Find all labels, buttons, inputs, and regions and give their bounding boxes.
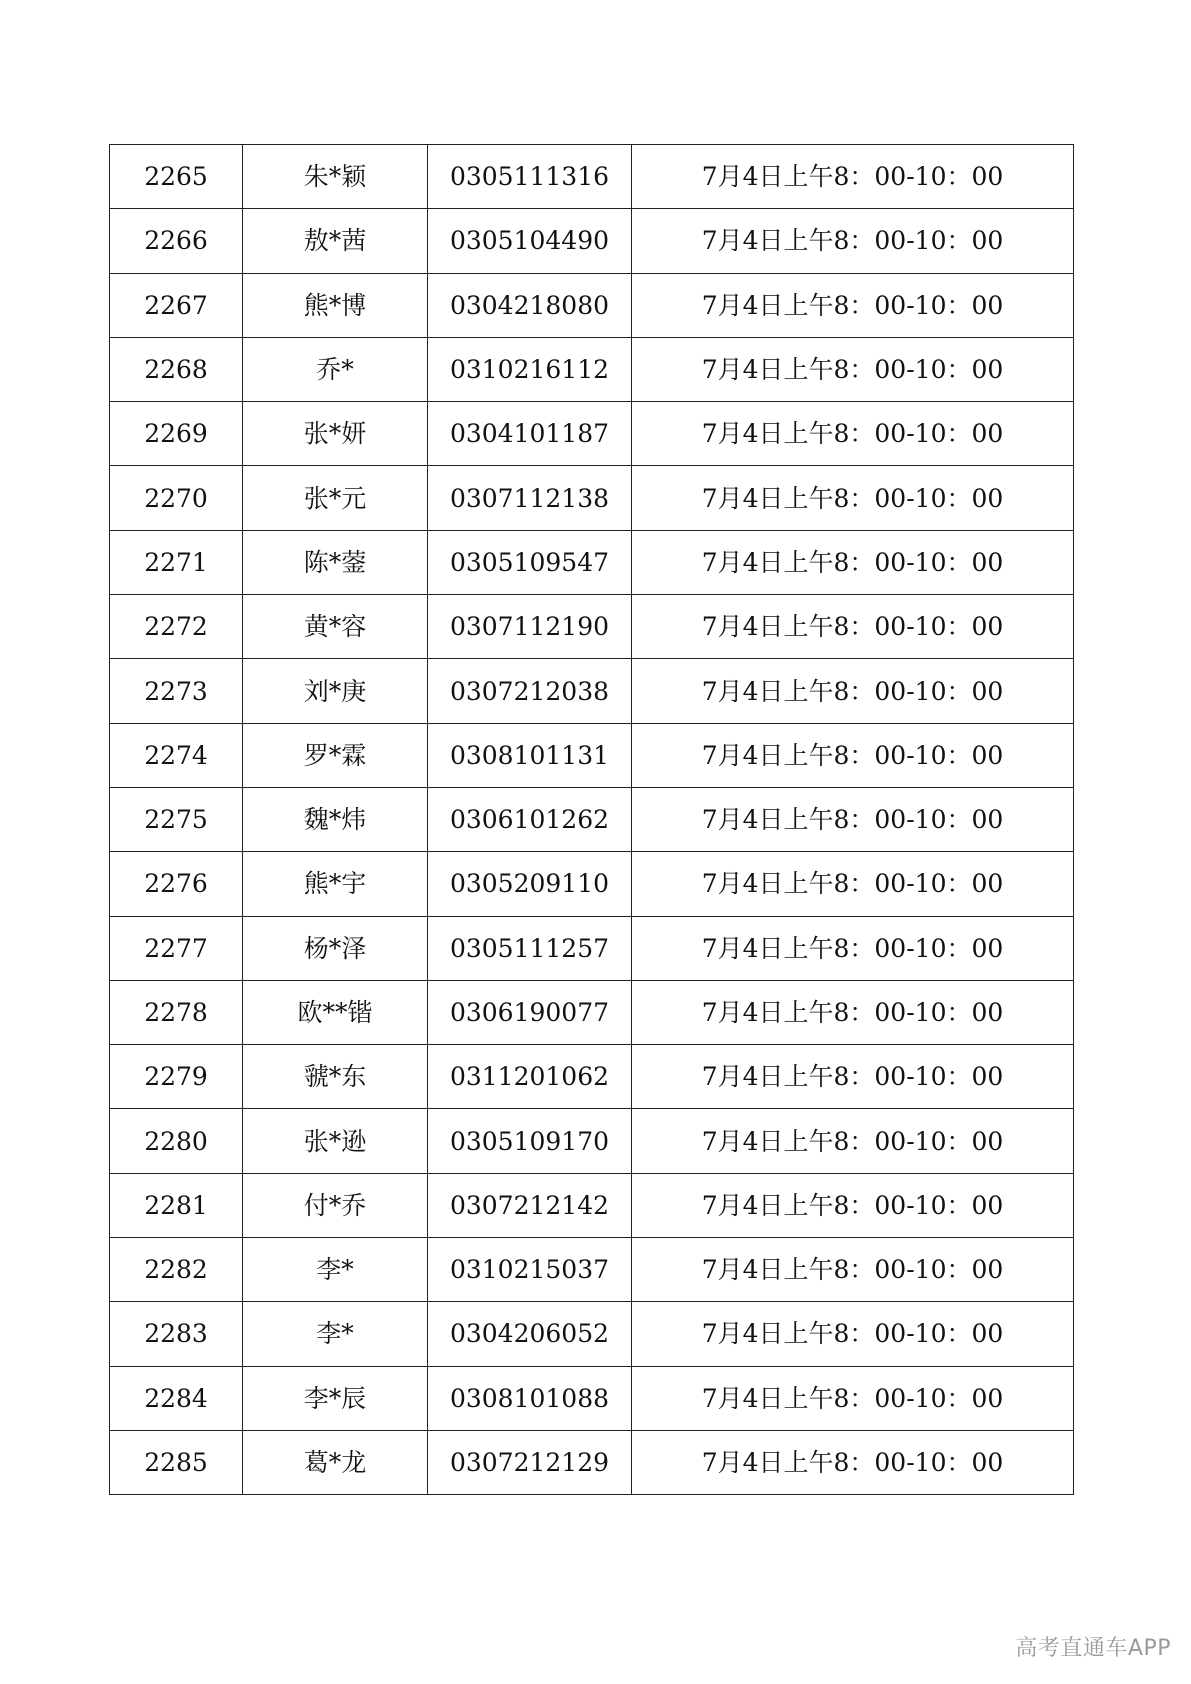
table-row xyxy=(110,273,1074,337)
name-cell: 熊*宇 xyxy=(243,852,428,916)
exam-time-cell: 7月4日上午8：00-10：00 xyxy=(632,1238,1074,1302)
table-row xyxy=(110,337,1074,401)
name-cell: 李* xyxy=(243,1238,428,1302)
exam-time-cell: 7月4日上午8：00-10：00 xyxy=(632,530,1074,594)
table-row xyxy=(110,530,1074,594)
exam-id-cell: 0305104490 xyxy=(428,209,632,273)
row-number-cell: 2278 xyxy=(110,980,243,1044)
table-row xyxy=(110,1238,1074,1302)
exam-id-cell: 0305111316 xyxy=(428,145,632,209)
exam-time-cell: 7月4日上午8：00-10：00 xyxy=(632,337,1074,401)
exam-id-cell: 0310216112 xyxy=(428,337,632,401)
exam-id-cell: 0304218080 xyxy=(428,273,632,337)
exam-time-cell: 7月4日上午8：00-10：00 xyxy=(632,723,1074,787)
table-row xyxy=(110,980,1074,1044)
row-number-cell: 2268 xyxy=(110,337,243,401)
exam-time-cell: 7月4日上午8：00-10：00 xyxy=(632,402,1074,466)
exam-time-cell: 7月4日上午8：00-10：00 xyxy=(632,1173,1074,1237)
name-cell: 朱*颖 xyxy=(243,145,428,209)
exam-time-cell: 7月4日上午8：00-10：00 xyxy=(632,980,1074,1044)
table-row xyxy=(110,466,1074,530)
exam-id-cell: 0308101088 xyxy=(428,1366,632,1430)
row-number-cell: 2271 xyxy=(110,530,243,594)
row-number-cell: 2265 xyxy=(110,145,243,209)
exam-time-cell: 7月4日上午8：00-10：00 xyxy=(632,787,1074,851)
exam-time-cell: 7月4日上午8：00-10：00 xyxy=(632,916,1074,980)
name-cell: 刘*庚 xyxy=(243,659,428,723)
exam-time-cell: 7月4日上午8：00-10：00 xyxy=(632,1045,1074,1109)
row-number-cell: 2272 xyxy=(110,595,243,659)
table-row xyxy=(110,595,1074,659)
exam-time-cell: 7月4日上午8：00-10：00 xyxy=(632,145,1074,209)
row-number-cell: 2267 xyxy=(110,273,243,337)
row-number-cell: 2274 xyxy=(110,723,243,787)
exam-time-cell: 7月4日上午8：00-10：00 xyxy=(632,1109,1074,1173)
exam-id-cell: 0305109170 xyxy=(428,1109,632,1173)
exam-id-cell: 0307112138 xyxy=(428,466,632,530)
table-row xyxy=(110,1366,1074,1430)
row-number-cell: 2275 xyxy=(110,787,243,851)
table-row xyxy=(110,659,1074,723)
exam-time-cell: 7月4日上午8：00-10：00 xyxy=(632,659,1074,723)
name-cell: 熊*博 xyxy=(243,273,428,337)
watermark-text: 高考直通车APP xyxy=(1015,1636,1171,1661)
name-cell: 张*妍 xyxy=(243,402,428,466)
exam-id-cell: 0305209110 xyxy=(428,852,632,916)
exam-id-cell: 0310215037 xyxy=(428,1238,632,1302)
table-row xyxy=(110,723,1074,787)
row-number-cell: 2285 xyxy=(110,1430,243,1494)
exam-id-cell: 0305109547 xyxy=(428,530,632,594)
exam-time-cell: 7月4日上午8：00-10：00 xyxy=(632,466,1074,530)
table-row xyxy=(110,1302,1074,1366)
name-cell: 杨*泽 xyxy=(243,916,428,980)
table-row xyxy=(110,787,1074,851)
name-cell: 陈*蓥 xyxy=(243,530,428,594)
exam-id-cell: 0305111257 xyxy=(428,916,632,980)
exam-time-cell: 7月4日上午8：00-10：00 xyxy=(632,1430,1074,1494)
name-cell: 付*乔 xyxy=(243,1173,428,1237)
exam-id-cell: 0308101131 xyxy=(428,723,632,787)
row-number-cell: 2280 xyxy=(110,1109,243,1173)
roster-table-body xyxy=(110,145,1074,1495)
name-cell: 张*逊 xyxy=(243,1109,428,1173)
row-number-cell: 2284 xyxy=(110,1366,243,1430)
exam-id-cell: 0311201062 xyxy=(428,1045,632,1109)
table-row xyxy=(110,209,1074,273)
name-cell: 黄*容 xyxy=(243,595,428,659)
exam-time-cell: 7月4日上午8：00-10：00 xyxy=(632,1366,1074,1430)
table-row xyxy=(110,1045,1074,1109)
exam-id-cell: 0307212142 xyxy=(428,1173,632,1237)
name-cell: 李* xyxy=(243,1302,428,1366)
name-cell: 葛*龙 xyxy=(243,1430,428,1494)
row-number-cell: 2279 xyxy=(110,1045,243,1109)
exam-time-cell: 7月4日上午8：00-10：00 xyxy=(632,209,1074,273)
row-number-cell: 2283 xyxy=(110,1302,243,1366)
exam-time-cell: 7月4日上午8：00-10：00 xyxy=(632,595,1074,659)
row-number-cell: 2270 xyxy=(110,466,243,530)
row-number-cell: 2273 xyxy=(110,659,243,723)
roster-table xyxy=(109,144,1074,1495)
table-row xyxy=(110,916,1074,980)
name-cell: 乔* xyxy=(243,337,428,401)
row-number-cell: 2266 xyxy=(110,209,243,273)
row-number-cell: 2282 xyxy=(110,1238,243,1302)
name-cell: 张*元 xyxy=(243,466,428,530)
table-row xyxy=(110,1109,1074,1173)
table-row xyxy=(110,1173,1074,1237)
table-row xyxy=(110,402,1074,466)
table-row xyxy=(110,852,1074,916)
row-number-cell: 2269 xyxy=(110,402,243,466)
exam-id-cell: 0307212038 xyxy=(428,659,632,723)
exam-id-cell: 0304101187 xyxy=(428,402,632,466)
name-cell: 罗*霖 xyxy=(243,723,428,787)
name-cell: 李*辰 xyxy=(243,1366,428,1430)
table-row xyxy=(110,145,1074,209)
row-number-cell: 2277 xyxy=(110,916,243,980)
table-row xyxy=(110,1430,1074,1494)
name-cell: 魏*炜 xyxy=(243,787,428,851)
exam-time-cell: 7月4日上午8：00-10：00 xyxy=(632,852,1074,916)
exam-id-cell: 0307212129 xyxy=(428,1430,632,1494)
row-number-cell: 2281 xyxy=(110,1173,243,1237)
exam-id-cell: 0307112190 xyxy=(428,595,632,659)
exam-time-cell: 7月4日上午8：00-10：00 xyxy=(632,1302,1074,1366)
row-number-cell: 2276 xyxy=(110,852,243,916)
name-cell: 欧**锴 xyxy=(243,980,428,1044)
exam-time-cell: 7月4日上午8：00-10：00 xyxy=(632,273,1074,337)
exam-id-cell: 0306101262 xyxy=(428,787,632,851)
exam-id-cell: 0306190077 xyxy=(428,980,632,1044)
name-cell: 敖*茜 xyxy=(243,209,428,273)
exam-id-cell: 0304206052 xyxy=(428,1302,632,1366)
name-cell: 虢*东 xyxy=(243,1045,428,1109)
